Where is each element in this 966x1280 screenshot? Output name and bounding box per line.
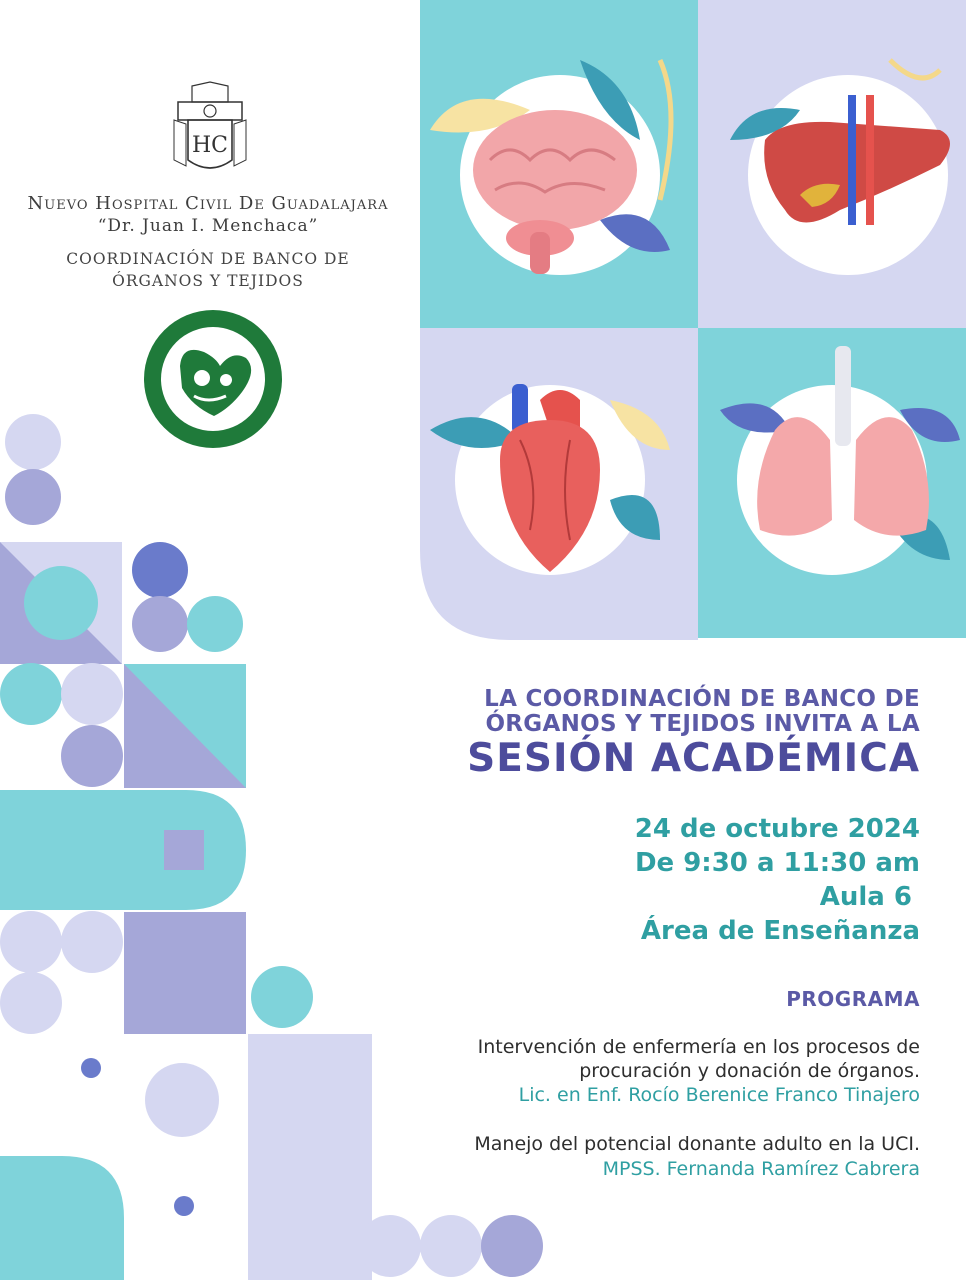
talk-1-title-line-2: procuración y donación de órganos.: [579, 1060, 920, 1082]
event-area: Área de Enseñanza: [640, 916, 920, 946]
event-title: SESIÓN ACADÉMICA: [467, 736, 920, 781]
talk-1-speaker: Lic. en Enf. Rocío Berenice Franco Tinajero: [518, 1084, 920, 1106]
hospital-name: Nuevo Hospital Civil De Guadalajara: [27, 193, 389, 214]
event-room: Aula 6: [819, 882, 912, 912]
hospital-subtitle: “Dr. Juan I. Menchaca”: [97, 216, 319, 236]
event-time: De 9:30 a 11:30 am: [634, 848, 920, 878]
event-date: 24 de octubre 2024: [634, 814, 920, 844]
talk-1-title-line-1: Intervención de enfermería en los procesos de: [477, 1036, 920, 1058]
talk-2-speaker: MPSS. Fernanda Ramírez Cabrera: [602, 1158, 920, 1180]
coordination-line-1: COORDINACIÓN DE BANCO DE: [66, 250, 350, 268]
crest-monogram: HC: [191, 133, 229, 158]
talk-2-title: Manejo del potencial donante adulto en la UCI.: [474, 1133, 920, 1155]
coordination-line-2: ÓRGANOS Y TEJIDOS: [112, 272, 304, 290]
invitation-line-1: LA COORDINACIÓN DE BANCO DE: [484, 686, 920, 712]
program-title: PROGRAMA: [786, 987, 920, 1011]
hospital-crest-logo: [170, 80, 250, 180]
invitation-line-2: ÓRGANOS Y TEJIDOS INVITA A LA: [485, 711, 920, 737]
